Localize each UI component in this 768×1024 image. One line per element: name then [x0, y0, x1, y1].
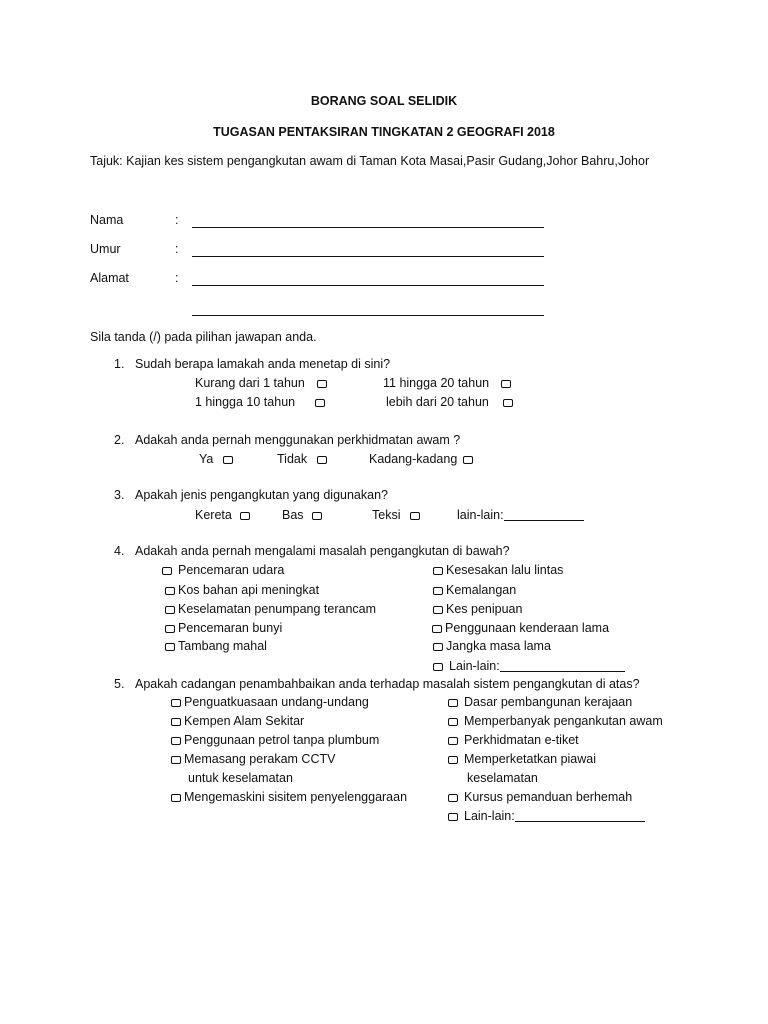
- field-label-alamat: Alamat: [90, 271, 129, 285]
- option-item[interactable]: Pencemaran udara: [162, 562, 284, 578]
- option-item[interactable]: Dasar pembangunan kerajaan: [448, 694, 632, 710]
- option-item-other[interactable]: Lain-lain:: [433, 658, 625, 674]
- checkbox[interactable]: [165, 625, 175, 633]
- checkbox[interactable]: [165, 643, 175, 651]
- option-item[interactable]: Penguatkuasaan undang-undang: [171, 694, 369, 710]
- other-input-line[interactable]: [500, 659, 625, 672]
- checkbox[interactable]: [171, 756, 181, 764]
- option-item[interactable]: Kos bahan api meningkat: [165, 582, 319, 598]
- checkbox[interactable]: [448, 756, 458, 764]
- checkbox[interactable]: [317, 380, 327, 388]
- option-item[interactable]: Kereta: [195, 507, 250, 523]
- option-item[interactable]: Tidak: [277, 451, 327, 467]
- alamat-input-line-1[interactable]: [192, 272, 544, 288]
- question-text: Apakah jenis pengangkutan yang digunakan?: [135, 488, 388, 502]
- option-item[interactable]: Jangka masa lama: [433, 638, 551, 654]
- question-number: 4.: [114, 544, 125, 558]
- option-item[interactable]: Kes penipuan: [433, 601, 522, 617]
- option-item[interactable]: Penggunaan petrol tanpa plumbum: [171, 732, 379, 748]
- option-item[interactable]: Kursus pemanduan berhemah: [448, 789, 632, 805]
- option-item[interactable]: Kadang-kadang: [369, 451, 473, 467]
- option-item[interactable]: 1 hingga 10 tahun: [195, 394, 325, 410]
- option-item[interactable]: Tambang mahal: [165, 638, 267, 654]
- checkbox[interactable]: [448, 737, 458, 745]
- checkbox[interactable]: [165, 606, 175, 614]
- alamat-input-line-2[interactable]: [192, 302, 544, 318]
- option-item[interactable]: Memperketatkan piawai: [448, 751, 596, 767]
- option-item[interactable]: Memperbanyak pengankutan awam: [448, 713, 663, 729]
- other-input-line[interactable]: [515, 809, 645, 822]
- nama-input-line[interactable]: [192, 214, 544, 230]
- checkbox[interactable]: [171, 699, 181, 707]
- option-item[interactable]: Kesesakan lalu lintas: [433, 562, 563, 578]
- instruction-text: Sila tanda (/) pada pilihan jawapan anda.: [90, 330, 317, 344]
- field-colon: :: [175, 271, 179, 285]
- checkbox[interactable]: [432, 625, 442, 633]
- question-number: 1.: [114, 357, 125, 371]
- form-topic: Tajuk: Kajian kes sistem pengangkutan awam di Taman Kota Masai,Pasir Gudang,Johor Bahru,Johor: [90, 154, 650, 168]
- checkbox[interactable]: [312, 512, 322, 520]
- checkbox[interactable]: [448, 794, 458, 802]
- checkbox[interactable]: [410, 512, 420, 520]
- option-item[interactable]: Memasang perakam CCTV: [171, 751, 335, 767]
- checkbox[interactable]: [503, 399, 513, 407]
- checkbox[interactable]: [171, 794, 181, 802]
- option-item[interactable]: Bas: [282, 507, 322, 523]
- checkbox[interactable]: [463, 456, 473, 464]
- option-item[interactable]: Kempen Alam Sekitar: [171, 713, 304, 729]
- option-item[interactable]: Pencemaran bunyi: [165, 620, 282, 636]
- question-number: 3.: [114, 488, 125, 502]
- option-item[interactable]: Teksi: [372, 507, 420, 523]
- question-number: 5.: [114, 677, 125, 691]
- other-input-line[interactable]: [504, 508, 584, 521]
- option-continuation: keselamatan: [467, 771, 538, 785]
- question-text: Adakah anda pernah mengalami masalah pengangkutan di bawah?: [135, 544, 510, 558]
- checkbox[interactable]: [433, 587, 443, 595]
- checkbox[interactable]: [448, 718, 458, 726]
- checkbox[interactable]: [433, 606, 443, 614]
- checkbox[interactable]: [433, 663, 443, 671]
- option-item[interactable]: Mengemaskini sisitem penyelenggaraan: [171, 789, 407, 805]
- option-continuation: untuk keselamatan: [188, 771, 293, 785]
- checkbox[interactable]: [317, 456, 327, 464]
- checkbox[interactable]: [433, 567, 443, 575]
- checkbox[interactable]: [171, 737, 181, 745]
- option-item[interactable]: lebih dari 20 tahun: [386, 394, 513, 410]
- checkbox[interactable]: [448, 699, 458, 707]
- option-item[interactable]: Kemalangan: [433, 582, 516, 598]
- checkbox[interactable]: [501, 380, 511, 388]
- question-number: 2.: [114, 433, 125, 447]
- option-item-other[interactable]: lain-lain:: [457, 507, 584, 523]
- field-colon: :: [175, 242, 179, 256]
- field-label-nama: Nama: [90, 213, 124, 227]
- umur-input-line[interactable]: [192, 243, 544, 259]
- question-text: Sudah berapa lamakah anda menetap di sini?: [135, 357, 391, 371]
- form-subtitle: TUGASAN PENTAKSIRAN TINGKATAN 2 GEOGRAFI 2018: [213, 125, 555, 139]
- checkbox[interactable]: [171, 718, 181, 726]
- field-label-umur: Umur: [90, 242, 121, 256]
- option-item[interactable]: Perkhidmatan e-tiket: [448, 732, 579, 748]
- question-text: Apakah cadangan penambahbaikan anda terhadap masalah sistem pengangkutan di atas?: [135, 677, 640, 691]
- checkbox[interactable]: [315, 399, 325, 407]
- checkbox[interactable]: [162, 567, 172, 575]
- option-item[interactable]: 11 hingga 20 tahun: [383, 375, 511, 391]
- checkbox[interactable]: [433, 643, 443, 651]
- checkbox[interactable]: [448, 813, 458, 821]
- option-item[interactable]: Keselamatan penumpang terancam: [165, 601, 376, 617]
- question-text: Adakah anda pernah menggunakan perkhidmatan awam ?: [135, 433, 461, 447]
- option-item-other[interactable]: Lain-lain:: [448, 808, 645, 824]
- option-item[interactable]: Ya: [199, 451, 233, 467]
- field-colon: :: [175, 213, 179, 227]
- option-item[interactable]: Penggunaan kenderaan lama: [432, 620, 609, 636]
- option-item[interactable]: Kurang dari 1 tahun: [195, 375, 327, 391]
- form-title: BORANG SOAL SELIDIK: [310, 94, 458, 108]
- checkbox[interactable]: [165, 587, 175, 595]
- checkbox[interactable]: [223, 456, 233, 464]
- checkbox[interactable]: [240, 512, 250, 520]
